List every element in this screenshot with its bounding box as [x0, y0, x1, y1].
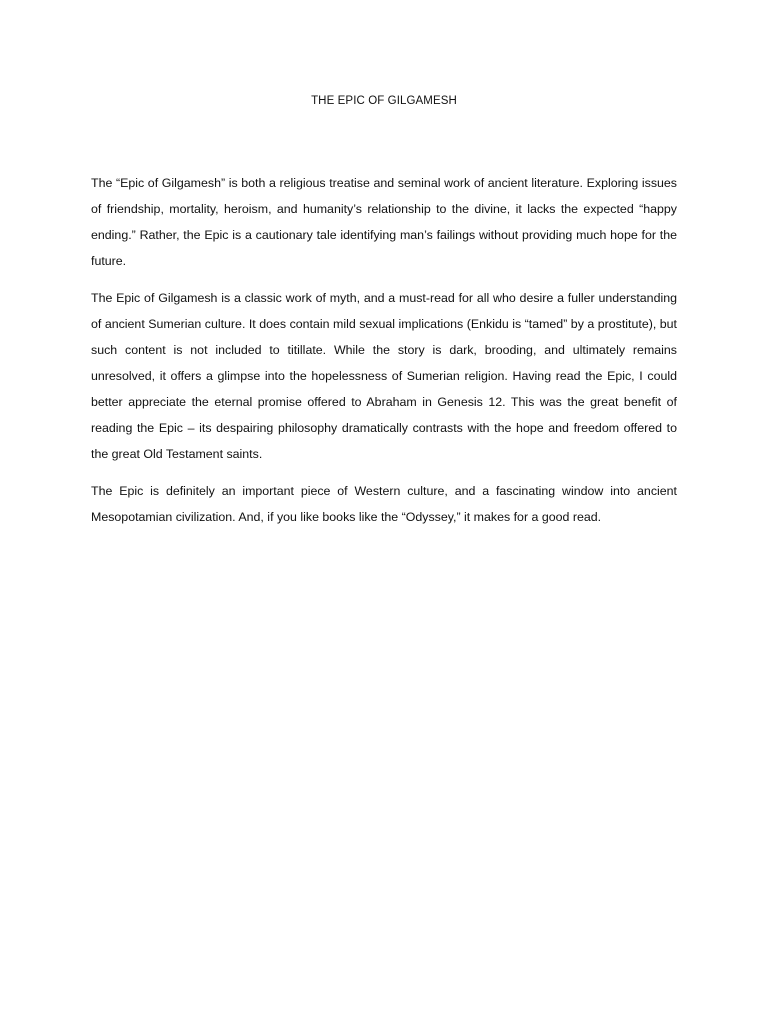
paragraph-1: The “Epic of Gilgamesh” is both a religious treatise and seminal work of ancient literature. Exploring issues of friendship, mortality, heroism, and humanity’s relationship to the divine, it lacks the expected “happy ending.” Rather, the Epic is a cautionary tale identifying man’s failings without providing much hope for the future.: [91, 176, 677, 268]
document-title: THE EPIC OF GILGAMESH: [311, 95, 457, 107]
document-body: [91, 170, 677, 541]
paragraph-3: The Epic is definitely an important piece of Western culture, and a fascinating window into ancient Mesopotamian civilization. And, if you like books like the “Odyssey,” it makes for a good read.: [91, 484, 677, 524]
paragraph-2: The Epic of Gilgamesh is a classic work of myth, and a must-read for all who desire a fuller understanding of ancient Sumerian culture. It does contain mild sexual implications (Enkidu is “tamed” by a prostitute), but such content is not included to titillate. While the story is dark, brooding, and ultimately remains unresolved, it offers a glimpse into the hopelessness of Sumerian religion. Having read the Epic, I could better appreciate the eternal promise offered to Abraham in Genesis 12. This was the great benefit of reading the Epic – its despairing philosophy dramatically contrasts with the hope and freedom offered to the great Old Testament saints.: [91, 291, 677, 461]
